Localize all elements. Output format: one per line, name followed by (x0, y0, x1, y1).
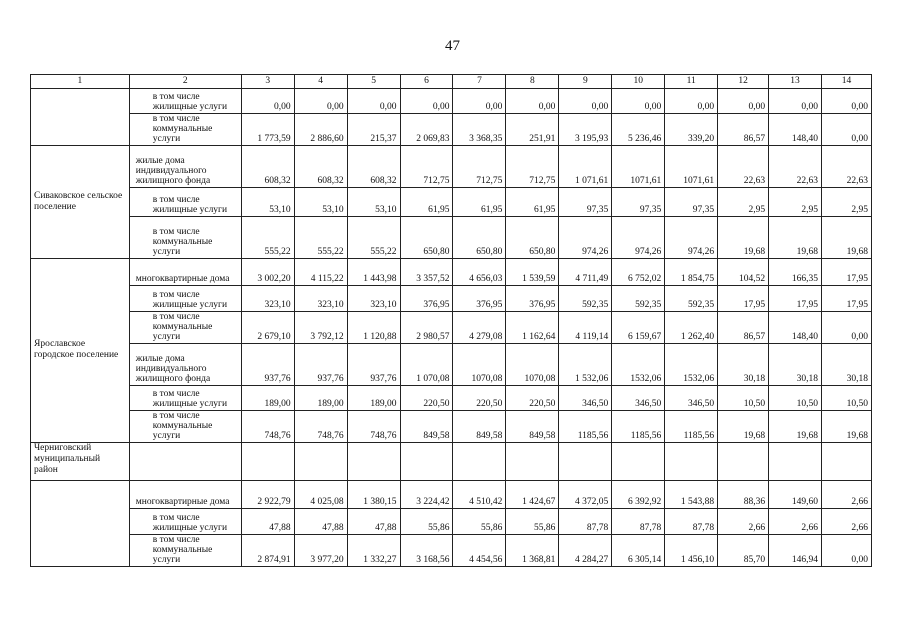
row-label: в том числе жилищные услуги (152, 92, 228, 112)
value-cell: 1 332,27 (347, 535, 400, 567)
value-cell: 3 977,20 (294, 535, 347, 567)
page-number: 47 (445, 38, 460, 54)
value-cell: 2 886,60 (294, 114, 347, 146)
value-cell: 104,52 (718, 259, 769, 286)
value-cell: 748,76 (347, 411, 400, 443)
value-cell (612, 443, 665, 481)
value-cell: 1 543,88 (665, 481, 718, 509)
column-header: 2 (129, 75, 241, 89)
value-cell: 346,50 (559, 386, 612, 411)
value-cell: 19,68 (718, 217, 769, 259)
value-cell: 3 357,52 (400, 259, 453, 286)
row-label-cell (129, 217, 241, 259)
value-cell: 339,20 (665, 114, 718, 146)
value-cell: 0,00 (822, 114, 872, 146)
value-cell (718, 443, 769, 481)
value-cell: 346,50 (612, 386, 665, 411)
column-header: 8 (506, 75, 559, 89)
table-row (31, 259, 872, 286)
column-header: 7 (453, 75, 506, 89)
row-label-cell (129, 443, 241, 481)
value-cell: 17,95 (769, 286, 822, 312)
value-cell: 3 002,20 (241, 259, 294, 286)
value-cell (822, 443, 872, 481)
value-cell (559, 443, 612, 481)
value-cell: 17,95 (822, 286, 872, 312)
row-label-cell (129, 114, 241, 146)
value-cell: 0,00 (612, 89, 665, 114)
tariff-table (30, 74, 872, 567)
value-cell: 2,66 (822, 481, 872, 509)
value-cell: 1 443,98 (347, 259, 400, 286)
value-cell: 748,76 (241, 411, 294, 443)
value-cell: 2,95 (769, 188, 822, 217)
value-cell: 1185,56 (612, 411, 665, 443)
value-cell: 3 368,35 (453, 114, 506, 146)
region-cell (31, 89, 130, 146)
value-cell: 650,80 (400, 217, 453, 259)
value-cell: 6 159,67 (612, 312, 665, 344)
value-cell: 3 168,56 (400, 535, 453, 567)
column-header: 13 (769, 75, 822, 89)
row-label: многоквартирные дома (135, 497, 230, 507)
row-label-cell (129, 344, 241, 386)
value-cell: 937,76 (294, 344, 347, 386)
value-cell: 2,66 (822, 509, 872, 535)
row-label: в том числе коммунальные услуги (152, 227, 213, 257)
value-cell: 1 539,59 (506, 259, 559, 286)
row-label: жилые дома индивидуального жилищного фонда (135, 354, 211, 384)
row-label-cell (129, 386, 241, 411)
value-cell: 189,00 (347, 386, 400, 411)
value-cell: 0,00 (769, 89, 822, 114)
value-cell: 592,35 (665, 286, 718, 312)
value-cell: 323,10 (294, 286, 347, 312)
value-cell: 30,18 (718, 344, 769, 386)
column-header: 10 (612, 75, 665, 89)
value-cell: 555,22 (241, 217, 294, 259)
value-cell: 220,50 (453, 386, 506, 411)
table-row (31, 411, 872, 443)
value-cell: 2 069,83 (400, 114, 453, 146)
value-cell: 6 392,92 (612, 481, 665, 509)
value-cell: 555,22 (294, 217, 347, 259)
value-cell: 0,00 (665, 89, 718, 114)
value-cell: 376,95 (400, 286, 453, 312)
value-cell: 87,78 (612, 509, 665, 535)
value-cell: 19,68 (822, 217, 872, 259)
value-cell: 937,76 (347, 344, 400, 386)
value-cell: 53,10 (294, 188, 347, 217)
value-cell: 0,00 (822, 535, 872, 567)
value-cell: 849,58 (453, 411, 506, 443)
column-header: 11 (665, 75, 718, 89)
row-label-cell (129, 146, 241, 188)
value-cell: 3 224,42 (400, 481, 453, 509)
value-cell: 555,22 (347, 217, 400, 259)
value-cell (294, 443, 347, 481)
value-cell: 712,75 (506, 146, 559, 188)
value-cell: 22,63 (822, 146, 872, 188)
value-cell: 17,95 (718, 286, 769, 312)
column-header: 14 (822, 75, 872, 89)
value-cell: 0,00 (241, 89, 294, 114)
row-label: в том числе жилищные услуги (152, 290, 228, 310)
value-cell: 87,78 (665, 509, 718, 535)
value-cell: 974,26 (559, 217, 612, 259)
value-cell: 61,95 (400, 188, 453, 217)
value-cell: 974,26 (612, 217, 665, 259)
value-cell: 1 262,40 (665, 312, 718, 344)
value-cell: 189,00 (241, 386, 294, 411)
value-cell: 0,00 (347, 89, 400, 114)
value-cell: 0,00 (718, 89, 769, 114)
value-cell: 55,86 (400, 509, 453, 535)
value-cell: 19,68 (769, 217, 822, 259)
value-cell: 1071,61 (665, 146, 718, 188)
row-label: в том числе жилищные услуги (152, 513, 228, 533)
region-cell: Ярославское городское поселение (31, 259, 130, 443)
table-row (31, 344, 872, 386)
value-cell: 4 115,22 (294, 259, 347, 286)
value-cell: 1071,61 (612, 146, 665, 188)
value-cell: 2,95 (718, 188, 769, 217)
value-cell: 61,95 (506, 188, 559, 217)
value-cell: 849,58 (506, 411, 559, 443)
table-row (31, 89, 872, 114)
region-cell: Черниговский муниципальный район (31, 443, 130, 481)
value-cell: 592,35 (559, 286, 612, 312)
value-cell: 1070,08 (453, 344, 506, 386)
row-label-cell (129, 312, 241, 344)
value-cell: 650,80 (506, 217, 559, 259)
value-cell: 97,35 (612, 188, 665, 217)
value-cell: 1 070,08 (400, 344, 453, 386)
value-cell: 86,57 (718, 312, 769, 344)
value-cell: 849,58 (400, 411, 453, 443)
value-cell: 19,68 (769, 411, 822, 443)
value-cell: 61,95 (453, 188, 506, 217)
value-cell: 650,80 (453, 217, 506, 259)
value-cell: 1 162,64 (506, 312, 559, 344)
value-cell: 323,10 (241, 286, 294, 312)
value-cell: 0,00 (506, 89, 559, 114)
value-cell: 220,50 (506, 386, 559, 411)
row-label: многоквартирные дома (135, 274, 230, 284)
value-cell: 974,26 (665, 217, 718, 259)
value-cell: 1185,56 (559, 411, 612, 443)
value-cell: 87,78 (559, 509, 612, 535)
value-cell: 1 071,61 (559, 146, 612, 188)
value-cell: 4 372,05 (559, 481, 612, 509)
value-cell: 4 510,42 (453, 481, 506, 509)
column-header: 5 (347, 75, 400, 89)
value-cell: 608,32 (294, 146, 347, 188)
value-cell: 4 711,49 (559, 259, 612, 286)
column-header: 9 (559, 75, 612, 89)
table-row (31, 443, 872, 481)
row-label: в том числе коммунальные услуги (152, 312, 213, 342)
table-row (31, 146, 872, 188)
value-cell: 712,75 (453, 146, 506, 188)
row-label-cell (129, 411, 241, 443)
value-cell: 4 025,08 (294, 481, 347, 509)
value-cell: 215,37 (347, 114, 400, 146)
value-cell: 220,50 (400, 386, 453, 411)
value-cell: 1532,06 (665, 344, 718, 386)
value-cell: 148,40 (769, 114, 822, 146)
value-cell: 2,95 (822, 188, 872, 217)
value-cell: 1 456,10 (665, 535, 718, 567)
value-cell: 0,00 (294, 89, 347, 114)
table-row (31, 386, 872, 411)
value-cell: 86,57 (718, 114, 769, 146)
value-cell: 97,35 (559, 188, 612, 217)
value-cell: 2 922,79 (241, 481, 294, 509)
value-cell: 0,00 (559, 89, 612, 114)
value-cell: 30,18 (769, 344, 822, 386)
value-cell: 47,88 (294, 509, 347, 535)
value-cell: 1 380,15 (347, 481, 400, 509)
table-row (31, 188, 872, 217)
table-row (31, 114, 872, 146)
column-header: 4 (294, 75, 347, 89)
row-label-cell (129, 535, 241, 567)
row-label: в том числе жилищные услуги (152, 195, 228, 215)
value-cell: 10,50 (822, 386, 872, 411)
row-label-cell (129, 509, 241, 535)
value-cell: 2,66 (769, 509, 822, 535)
value-cell (241, 443, 294, 481)
value-cell: 937,76 (241, 344, 294, 386)
value-cell (506, 443, 559, 481)
row-label-cell (129, 286, 241, 312)
row-label-cell (129, 259, 241, 286)
value-cell: 2 679,10 (241, 312, 294, 344)
value-cell: 0,00 (822, 89, 872, 114)
value-cell: 30,18 (822, 344, 872, 386)
value-cell: 146,94 (769, 535, 822, 567)
value-cell: 10,50 (718, 386, 769, 411)
region-cell (31, 481, 130, 567)
value-cell: 2 980,57 (400, 312, 453, 344)
region-cell: Сиваковское сельское поселение (31, 146, 130, 259)
value-cell: 47,88 (241, 509, 294, 535)
value-cell: 748,76 (294, 411, 347, 443)
value-cell (347, 443, 400, 481)
value-cell: 6 305,14 (612, 535, 665, 567)
value-cell: 1 854,75 (665, 259, 718, 286)
value-cell: 166,35 (769, 259, 822, 286)
value-cell: 608,32 (241, 146, 294, 188)
value-cell: 592,35 (612, 286, 665, 312)
value-cell: 1 120,88 (347, 312, 400, 344)
value-cell (769, 443, 822, 481)
column-header: 6 (400, 75, 453, 89)
value-cell: 3 792,12 (294, 312, 347, 344)
table-row (31, 217, 872, 259)
value-cell: 4 284,27 (559, 535, 612, 567)
column-header: 1 (31, 75, 130, 89)
value-cell: 1 424,67 (506, 481, 559, 509)
row-label-cell (129, 188, 241, 217)
value-cell: 55,86 (453, 509, 506, 535)
row-label: в том числе коммунальные услуги (152, 114, 213, 144)
header-row (31, 75, 872, 89)
value-cell: 1532,06 (612, 344, 665, 386)
value-cell: 1 773,59 (241, 114, 294, 146)
value-cell (665, 443, 718, 481)
value-cell: 22,63 (769, 146, 822, 188)
row-label-cell (129, 89, 241, 114)
value-cell: 376,95 (506, 286, 559, 312)
table-row (31, 312, 872, 344)
value-cell: 3 195,93 (559, 114, 612, 146)
value-cell: 4 119,14 (559, 312, 612, 344)
value-cell: 19,68 (822, 411, 872, 443)
value-cell: 2 874,91 (241, 535, 294, 567)
value-cell: 88,36 (718, 481, 769, 509)
value-cell: 4 454,56 (453, 535, 506, 567)
value-cell: 608,32 (347, 146, 400, 188)
row-label-cell (129, 481, 241, 509)
value-cell (453, 443, 506, 481)
value-cell: 323,10 (347, 286, 400, 312)
value-cell: 149,60 (769, 481, 822, 509)
value-cell: 1 368,81 (506, 535, 559, 567)
value-cell: 0,00 (453, 89, 506, 114)
table-row (31, 481, 872, 509)
row-label: жилые дома индивидуального жилищного фонда (135, 156, 211, 186)
value-cell: 712,75 (400, 146, 453, 188)
column-header: 3 (241, 75, 294, 89)
value-cell: 4 279,08 (453, 312, 506, 344)
value-cell: 0,00 (822, 312, 872, 344)
value-cell: 53,10 (241, 188, 294, 217)
row-label: в том числе коммунальные услуги (152, 411, 213, 441)
value-cell: 55,86 (506, 509, 559, 535)
value-cell: 346,50 (665, 386, 718, 411)
value-cell: 1 532,06 (559, 344, 612, 386)
value-cell: 148,40 (769, 312, 822, 344)
value-cell: 47,88 (347, 509, 400, 535)
table-row (31, 286, 872, 312)
value-cell: 10,50 (769, 386, 822, 411)
table-row (31, 535, 872, 567)
value-cell (400, 443, 453, 481)
value-cell: 97,35 (665, 188, 718, 217)
value-cell: 22,63 (718, 146, 769, 188)
value-cell: 85,70 (718, 535, 769, 567)
value-cell: 6 752,02 (612, 259, 665, 286)
value-cell: 5 236,46 (612, 114, 665, 146)
value-cell: 2,66 (718, 509, 769, 535)
row-label: в том числе коммунальные услуги (152, 535, 213, 565)
value-cell: 189,00 (294, 386, 347, 411)
column-header: 12 (718, 75, 769, 89)
row-label: в том числе жилищные услуги (152, 389, 228, 409)
value-cell: 0,00 (400, 89, 453, 114)
value-cell: 1070,08 (506, 344, 559, 386)
table-row (31, 509, 872, 535)
value-cell: 19,68 (718, 411, 769, 443)
value-cell: 4 656,03 (453, 259, 506, 286)
value-cell: 1185,56 (665, 411, 718, 443)
value-cell: 251,91 (506, 114, 559, 146)
value-cell: 17,95 (822, 259, 872, 286)
value-cell: 53,10 (347, 188, 400, 217)
value-cell: 376,95 (453, 286, 506, 312)
